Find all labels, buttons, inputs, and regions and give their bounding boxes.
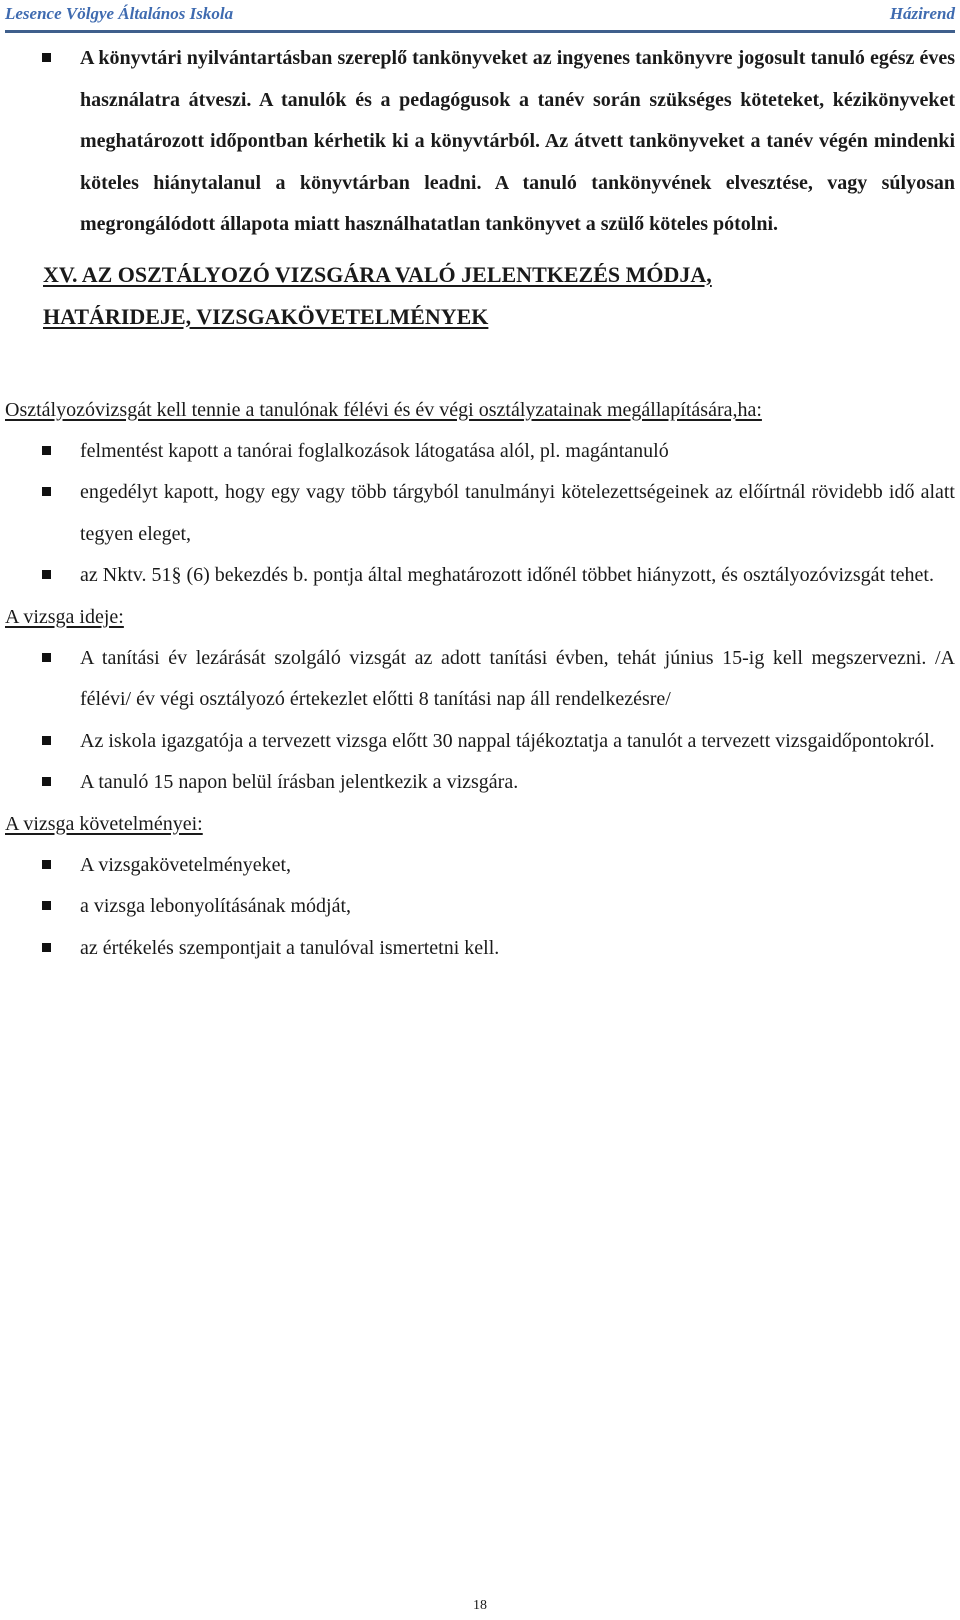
header-school-name: Lesence Völgye Általános Iskola (5, 4, 234, 23)
page-number: 18 (473, 1598, 487, 1613)
header-document-title: Házirend (889, 4, 955, 23)
square-bullet-icon (42, 860, 51, 869)
section-heading-line: XV. AZ OSZTÁLYOZÓ VIZSGÁRA VALÓ JELENTKEZÉS MÓDJA, (43, 261, 712, 287)
list-item (5, 38, 955, 246)
square-bullet-icon (42, 446, 51, 455)
list-item (5, 886, 955, 928)
timing-list (5, 638, 955, 804)
conditions-list (5, 431, 955, 597)
list-item (5, 638, 955, 721)
square-bullet-icon (42, 777, 51, 786)
list-item-text: az Nktv. 51§ (6) bekezdés b. pontja által meghatározott időnél többet hiányzott, és osztályozóvizsgát tehet. (80, 564, 934, 586)
document-body (5, 38, 955, 969)
list-item-text: A tanítási év lezárását szolgáló vizsgát az adott tanítási évben, tehát június 15-ig kell megszervezni. /A félévi/ év végi osztályozó értekezlet előtti 8 tanítási nap áll rendelkezésre/ (80, 646, 955, 710)
square-bullet-icon (42, 487, 51, 496)
library-rules-list (5, 38, 955, 246)
list-item-text: A könyvtári nyilvántartásban szereplő tankönyveket az ingyenes tankönyvre jogosult tanuló egész éves használatra átveszi. A tanulók és a pedagógusok a tanév során szükséges köteteket, kézikönyveket meghatározott időpontban kérhetik ki a könyvtárból. Az átvett tankönyveket a tanév végén mindenki köteles hiánytalanul a könyvtárban leadni. A tanuló tankönyvének elvesztése, vagy súlyosan megrongálódott állapota miatt használhatatlan tankönyvet a szülő köteles pótolni. (80, 47, 955, 235)
list-item-text: a vizsga lebonyolításának módját, (80, 895, 352, 917)
list-item (5, 845, 955, 887)
requirements-label: A vizsga követelményei: (5, 812, 203, 835)
section-heading-line: HATÁRIDEJE, VIZSGAKÖVETELMÉNYEK (43, 303, 489, 329)
square-bullet-icon (42, 901, 51, 910)
square-bullet-icon (42, 570, 51, 579)
square-bullet-icon (42, 943, 51, 952)
list-item (5, 721, 955, 763)
list-item (5, 928, 955, 970)
section-heading (43, 254, 955, 338)
list-item (5, 555, 955, 597)
list-item-text: engedélyt kapott, hogy egy vagy több tárgyból tanulmányi kötelezettségeinek az előírtnál rövidebb idő alatt tegyen eleget, (80, 481, 955, 545)
requirements-list (5, 845, 955, 970)
list-item-text: az értékelés szempontjait a tanulóval ismertetni kell. (80, 936, 500, 959)
list-item (5, 472, 955, 555)
list-item-text: Az iskola igazgatója a tervezett vizsga előtt 30 nappal tájékoztatja a tanulót a tervezett vizsgaidőpontokról. (80, 729, 935, 752)
list-item-text: A vizsgakövetelményeket, (80, 853, 292, 876)
list-item (5, 762, 955, 804)
square-bullet-icon (42, 653, 51, 662)
page-header (5, 0, 955, 33)
square-bullet-icon (42, 53, 51, 62)
square-bullet-icon (42, 736, 51, 745)
list-item-text: A tanuló 15 napon belül írásban jelentkezik a vizsgára. (80, 771, 519, 793)
timing-label: A vizsga ideje: (5, 605, 124, 628)
list-item-text: felmentést kapott a tanórai foglalkozások látogatása alól, pl. magántanuló (80, 439, 669, 462)
list-item (5, 431, 955, 473)
conditions-label: Osztályozóvizsgát kell tennie a tanulónak félévi és év végi osztályzatainak megállapítására,ha: (5, 398, 762, 421)
